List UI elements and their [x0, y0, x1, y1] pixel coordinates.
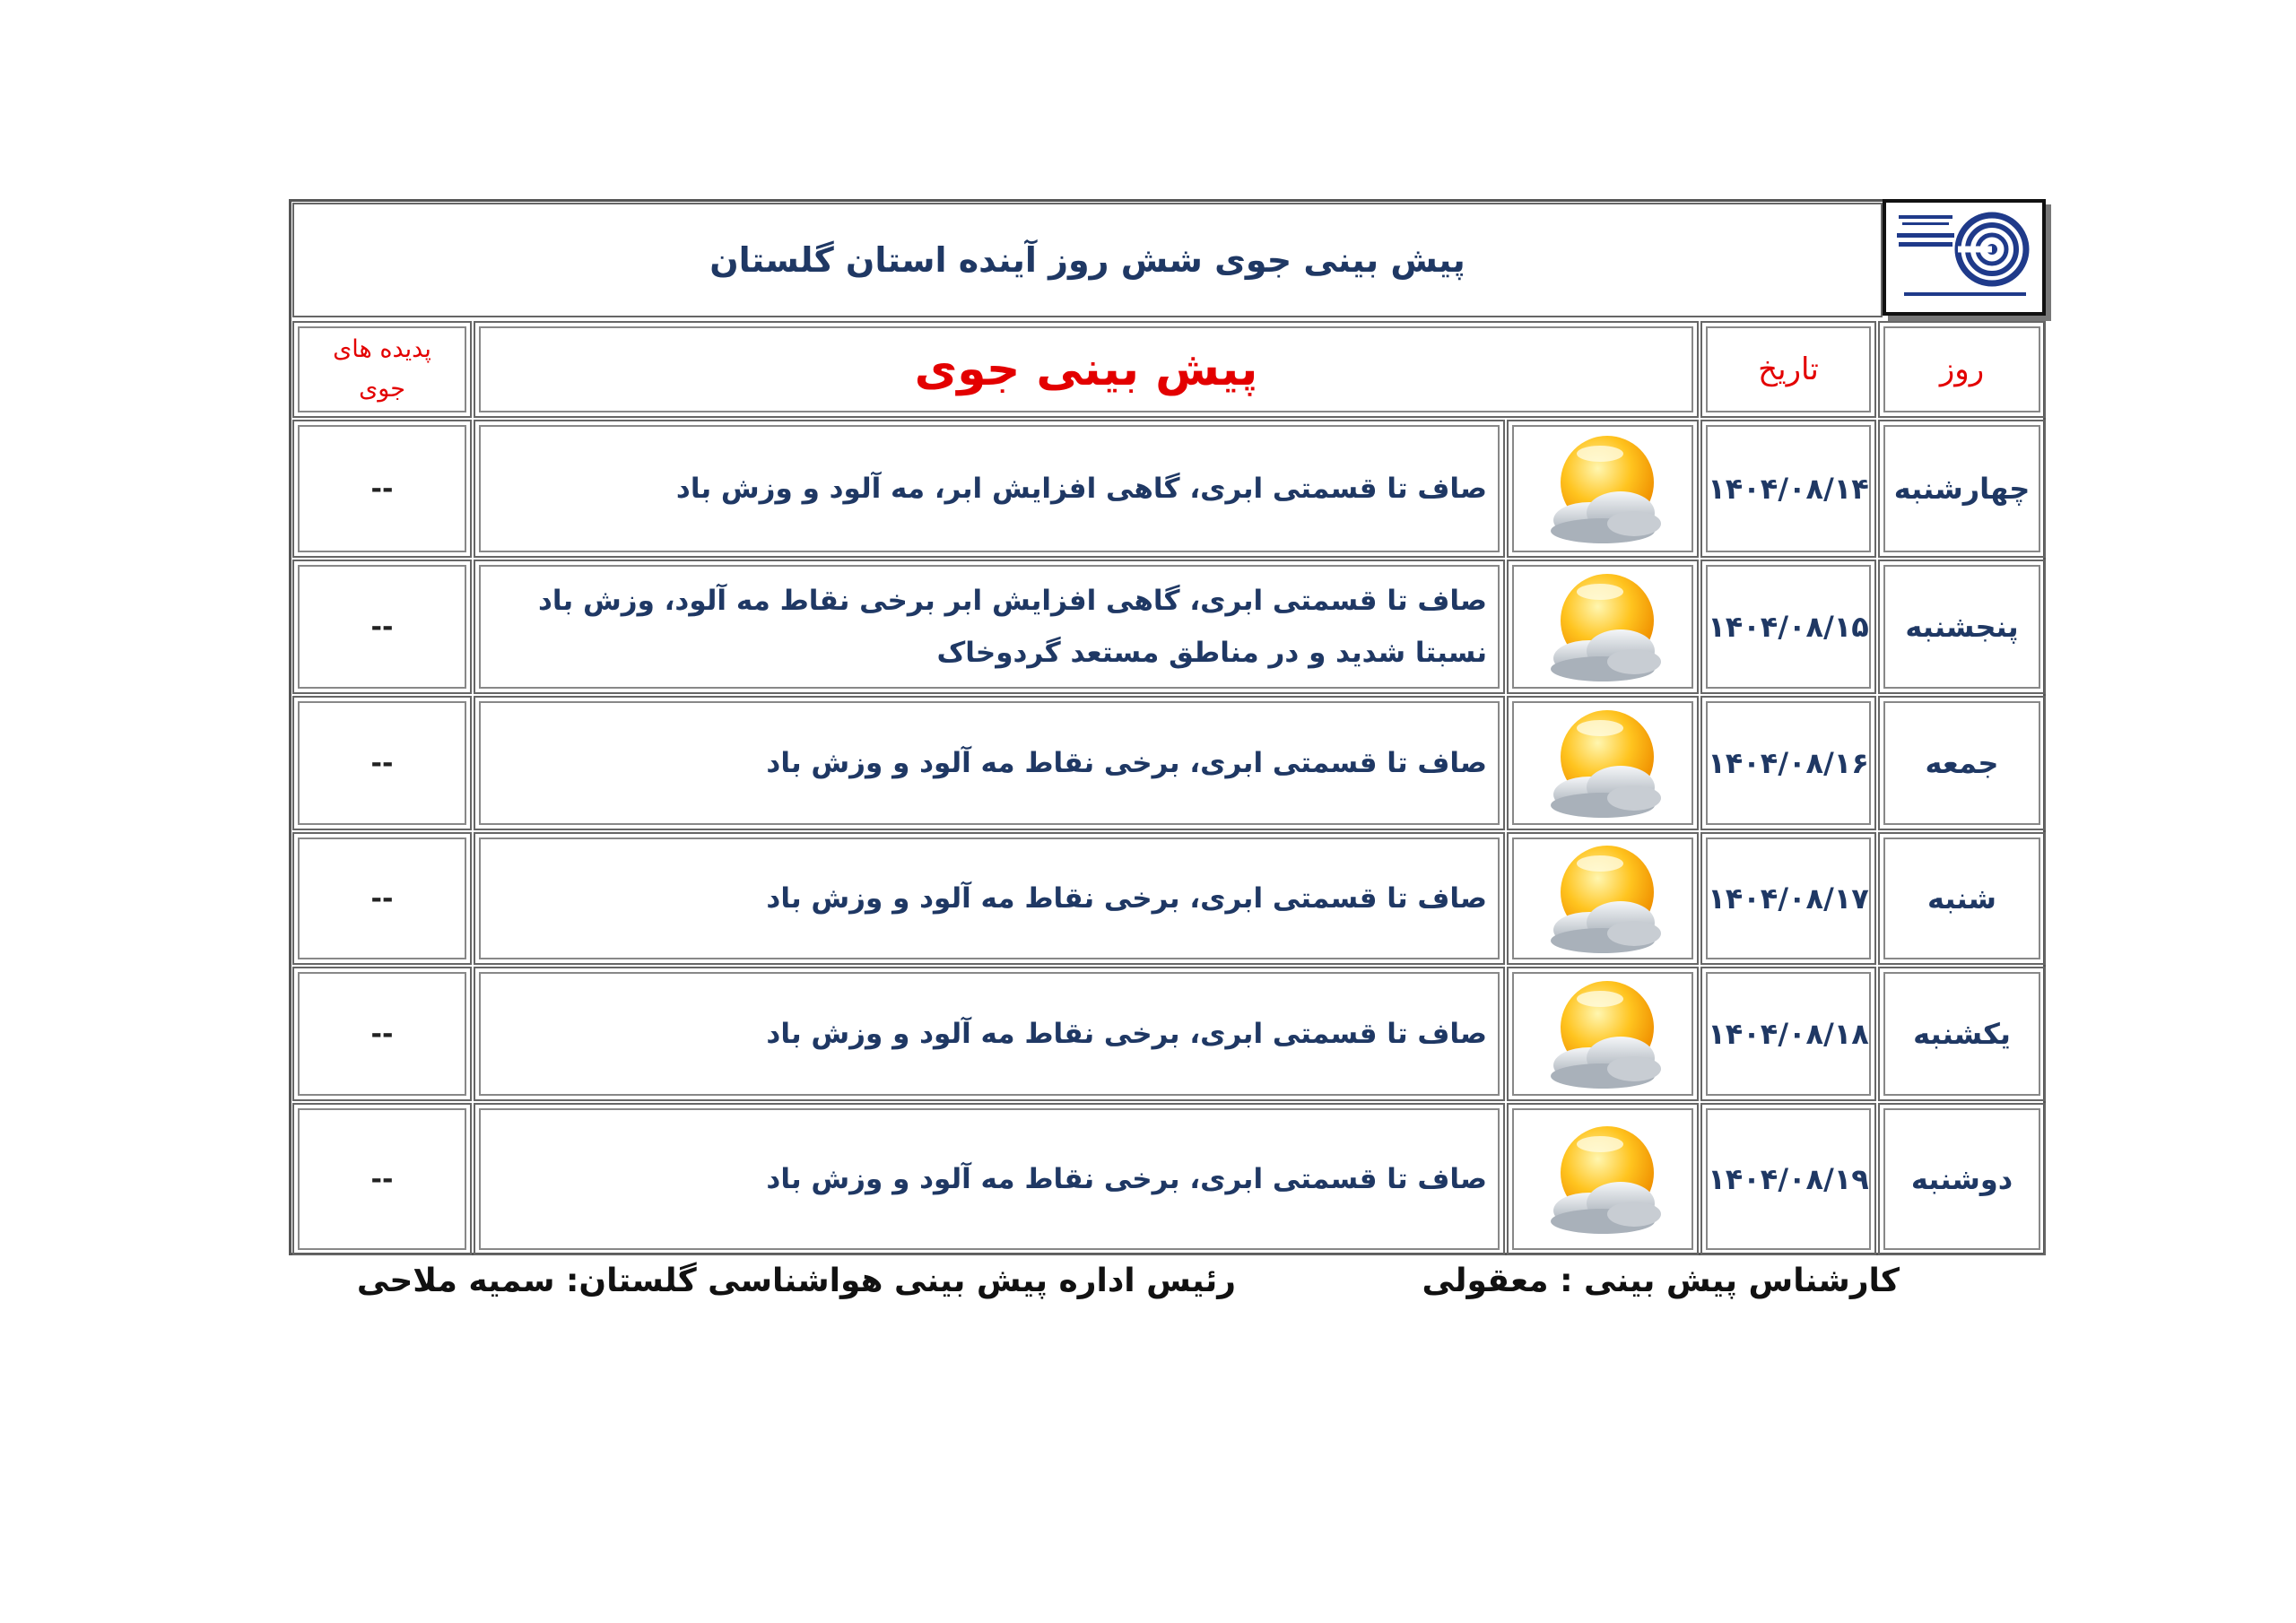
- header-phenomena-cell: [292, 321, 472, 418]
- row-date-cell: [1700, 1103, 1876, 1255]
- row-phenomena: --: [370, 882, 394, 915]
- row-desc-cell: [474, 560, 1505, 694]
- row-day-cell: [1878, 832, 2046, 965]
- row-date: ۱۴۰۴/۰۸/۱۴: [1708, 472, 1869, 506]
- row-date: ۱۴۰۴/۰۸/۱۸: [1708, 1017, 1869, 1051]
- row-phenomena: --: [370, 1018, 394, 1050]
- row-phenomena: --: [370, 611, 394, 643]
- header-date-cell: [1700, 321, 1876, 418]
- row-date-cell: [1700, 967, 1876, 1101]
- header-phenomena-line1: پدیده های: [333, 335, 431, 363]
- head-of-office-label: رئیس اداره پیش بینی هواشناسی گلستان: سمیه ملاحی: [356, 1263, 1236, 1299]
- row-day: پنجشنبه: [1905, 610, 2019, 644]
- row-date-cell: [1700, 832, 1876, 965]
- row-icon-cell: [1507, 560, 1699, 694]
- row-date: ۱۴۰۴/۰۸/۱۷: [1708, 881, 1869, 916]
- partly-cloudy-icon: [1535, 1121, 1670, 1237]
- row-phen-cell: [292, 696, 472, 830]
- row-day: شنبه: [1927, 881, 1996, 916]
- logo-emblem-icon: [1886, 203, 2042, 312]
- header-date: تاریخ: [1758, 352, 1819, 387]
- row-phen-cell: [292, 832, 472, 965]
- row-forecast: صاف تا قسمتی ابری، برخی نقاط مه آلود و وزش باد: [766, 1018, 1487, 1050]
- row-phen-cell: [292, 420, 472, 558]
- row-day-cell: [1878, 420, 2046, 558]
- partly-cloudy-icon: [1535, 568, 1670, 685]
- row-day: دوشنبه: [1910, 1162, 2013, 1196]
- header-day-cell: [1878, 321, 2046, 418]
- row-forecast: صاف تا قسمتی ابری، برخی نقاط مه آلود و وزش باد: [766, 882, 1487, 915]
- row-forecast: صاف تا قسمتی ابری، برخی نقاط مه آلود و وزش باد: [766, 747, 1487, 779]
- row-forecast: صاف تا قسمتی ابری، گاهی افزایش ابر برخی نقاط مه آلود، وزش باد نسبتا شدید و در مناطق مستعد گردوخاک: [537, 585, 1487, 669]
- row-day: چهارشنبه: [1893, 472, 2031, 506]
- row-desc-cell: [474, 832, 1505, 965]
- row-day-cell: [1878, 1103, 2046, 1255]
- partly-cloudy-icon: [1535, 976, 1670, 1092]
- row-forecast: صاف تا قسمتی ابری، گاهی افزایش ابر، مه آلود و وزش باد: [675, 473, 1487, 505]
- meteorological-organization-logo: [1883, 199, 2046, 316]
- row-icon-cell: [1507, 1103, 1699, 1255]
- row-day: جمعه: [1925, 746, 1999, 780]
- row-icon-cell: [1507, 832, 1699, 965]
- row-phenomena: --: [370, 473, 394, 505]
- row-day: یکشنبه: [1913, 1017, 2011, 1051]
- row-phen-cell: [292, 1103, 472, 1255]
- row-icon-cell: [1507, 696, 1699, 830]
- header-forecast-cell: [474, 321, 1699, 418]
- row-date: ۱۴۰۴/۰۸/۱۹: [1708, 1162, 1869, 1196]
- row-desc-cell: [474, 967, 1505, 1101]
- row-day-cell: [1878, 967, 2046, 1101]
- row-desc-cell: [474, 420, 1505, 558]
- row-date: ۱۴۰۴/۰۸/۱۵: [1708, 610, 1869, 644]
- row-phenomena: --: [370, 747, 394, 779]
- row-date-cell: [1700, 696, 1876, 830]
- header-phenomena-line2: جوی: [359, 375, 405, 403]
- header-forecast: پیش بینی جوی: [914, 343, 1258, 396]
- row-phen-cell: [292, 560, 472, 694]
- row-forecast: صاف تا قسمتی ابری، برخی نقاط مه آلود و وزش باد: [766, 1163, 1487, 1195]
- row-icon-cell: [1507, 420, 1699, 558]
- partly-cloudy-icon: [1535, 840, 1670, 957]
- row-date: ۱۴۰۴/۰۸/۱۶: [1708, 746, 1869, 780]
- partly-cloudy-icon: [1535, 430, 1670, 547]
- row-phen-cell: [292, 967, 472, 1101]
- row-icon-cell: [1507, 967, 1699, 1101]
- row-desc-cell: [474, 696, 1505, 830]
- title-cell: [292, 203, 1883, 317]
- forecaster-label: کارشناس پیش بینی : معقولی: [1422, 1263, 1900, 1299]
- partly-cloudy-icon: [1535, 705, 1670, 821]
- row-date-cell: [1700, 420, 1876, 558]
- page-title: پیش بینی جوی شش روز آینده استان گلستان: [709, 240, 1465, 280]
- row-day-cell: [1878, 696, 2046, 830]
- row-day-cell: [1878, 560, 2046, 694]
- row-phenomena: --: [370, 1163, 394, 1195]
- row-desc-cell: [474, 1103, 1505, 1255]
- row-date-cell: [1700, 560, 1876, 694]
- header-day: روز: [1939, 352, 1985, 387]
